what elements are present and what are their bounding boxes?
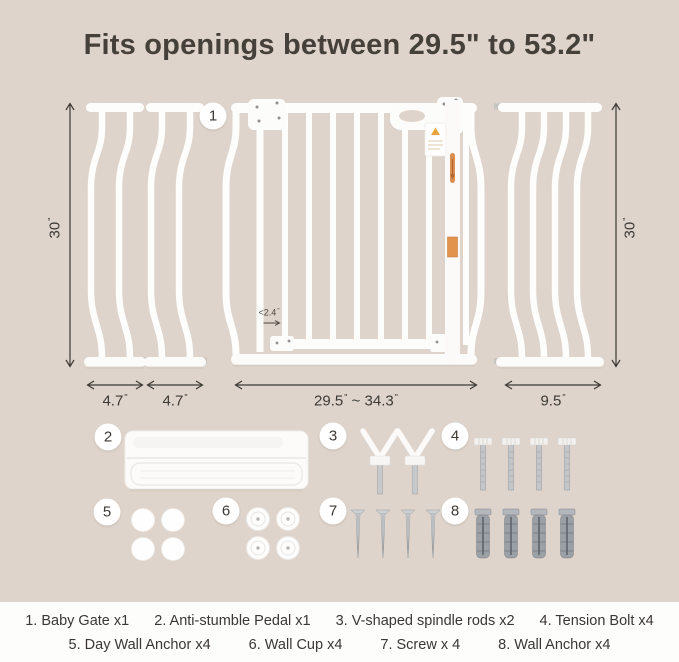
parts-legend <box>0 602 679 662</box>
wall-anchors-part <box>475 509 575 558</box>
callout-spindle-rods: 3 <box>320 423 347 450</box>
bar-gap-dimension: <2.4" <box>258 307 280 318</box>
callout-baby-gate: 1 <box>200 103 227 130</box>
screws-part <box>351 510 440 558</box>
callout-wall-cups: 6 <box>213 498 240 525</box>
height-arrow-right <box>612 104 620 367</box>
legend-row-1 <box>0 614 679 629</box>
width-arrows <box>88 381 601 389</box>
legend-item-wall-anchor: 8. Wall Anchor x4 <box>498 637 611 653</box>
extension-panel-b <box>144 103 207 369</box>
extension-right-width-dimension: 9.5" <box>540 392 566 410</box>
warning-tag <box>425 123 446 156</box>
height-dimension-right: 30" <box>621 217 639 239</box>
legend-item-tension-bolt: 4. Tension Bolt x4 <box>539 612 654 629</box>
latch-post <box>445 100 460 363</box>
callout-pedal: 2 <box>95 424 122 451</box>
day-wall-anchors-part <box>132 509 185 561</box>
legend-item-day-wall-anchor: 5. Day Wall Anchor x4 <box>68 637 211 653</box>
legend-item-pedal: 2. Anti-stumble Pedal x1 <box>154 612 311 629</box>
extension-panel-a <box>84 103 149 369</box>
pedal-part <box>125 431 308 492</box>
callout-wall-anchors: 8 <box>442 498 469 525</box>
height-arrow-left <box>66 104 74 367</box>
extension-a-width-dimension: 4.7" <box>102 392 128 410</box>
hinge-bracket <box>248 99 286 130</box>
callout-tension-bolts: 4 <box>442 423 469 450</box>
legend-item-screw: 7. Screw x 4 <box>380 637 461 653</box>
spindle-rods-part <box>363 431 432 494</box>
page-title: Fits openings between 29.5" to 53.2" <box>83 29 596 61</box>
legend-row-2 <box>0 638 679 653</box>
extension-b-width-dimension: 4.7" <box>162 392 188 410</box>
main-gate <box>226 97 481 367</box>
gate-width-dimension: 29.5" ~ 34.3" <box>314 392 398 410</box>
callout-screws: 7 <box>320 498 347 525</box>
tension-bolts-part <box>474 438 576 490</box>
wall-cups-part <box>247 508 300 560</box>
legend-item-wall-cup: 6. Wall Cup x4 <box>248 637 343 653</box>
extension-panel-right <box>494 103 604 369</box>
height-dimension-left: 30" <box>46 217 64 239</box>
callout-day-wall-anchors: 5 <box>94 499 121 526</box>
legend-item-spindle-rods: 3. V-shaped spindle rods x2 <box>335 612 515 629</box>
legend-item-baby-gate: 1. Baby Gate x1 <box>25 612 130 629</box>
